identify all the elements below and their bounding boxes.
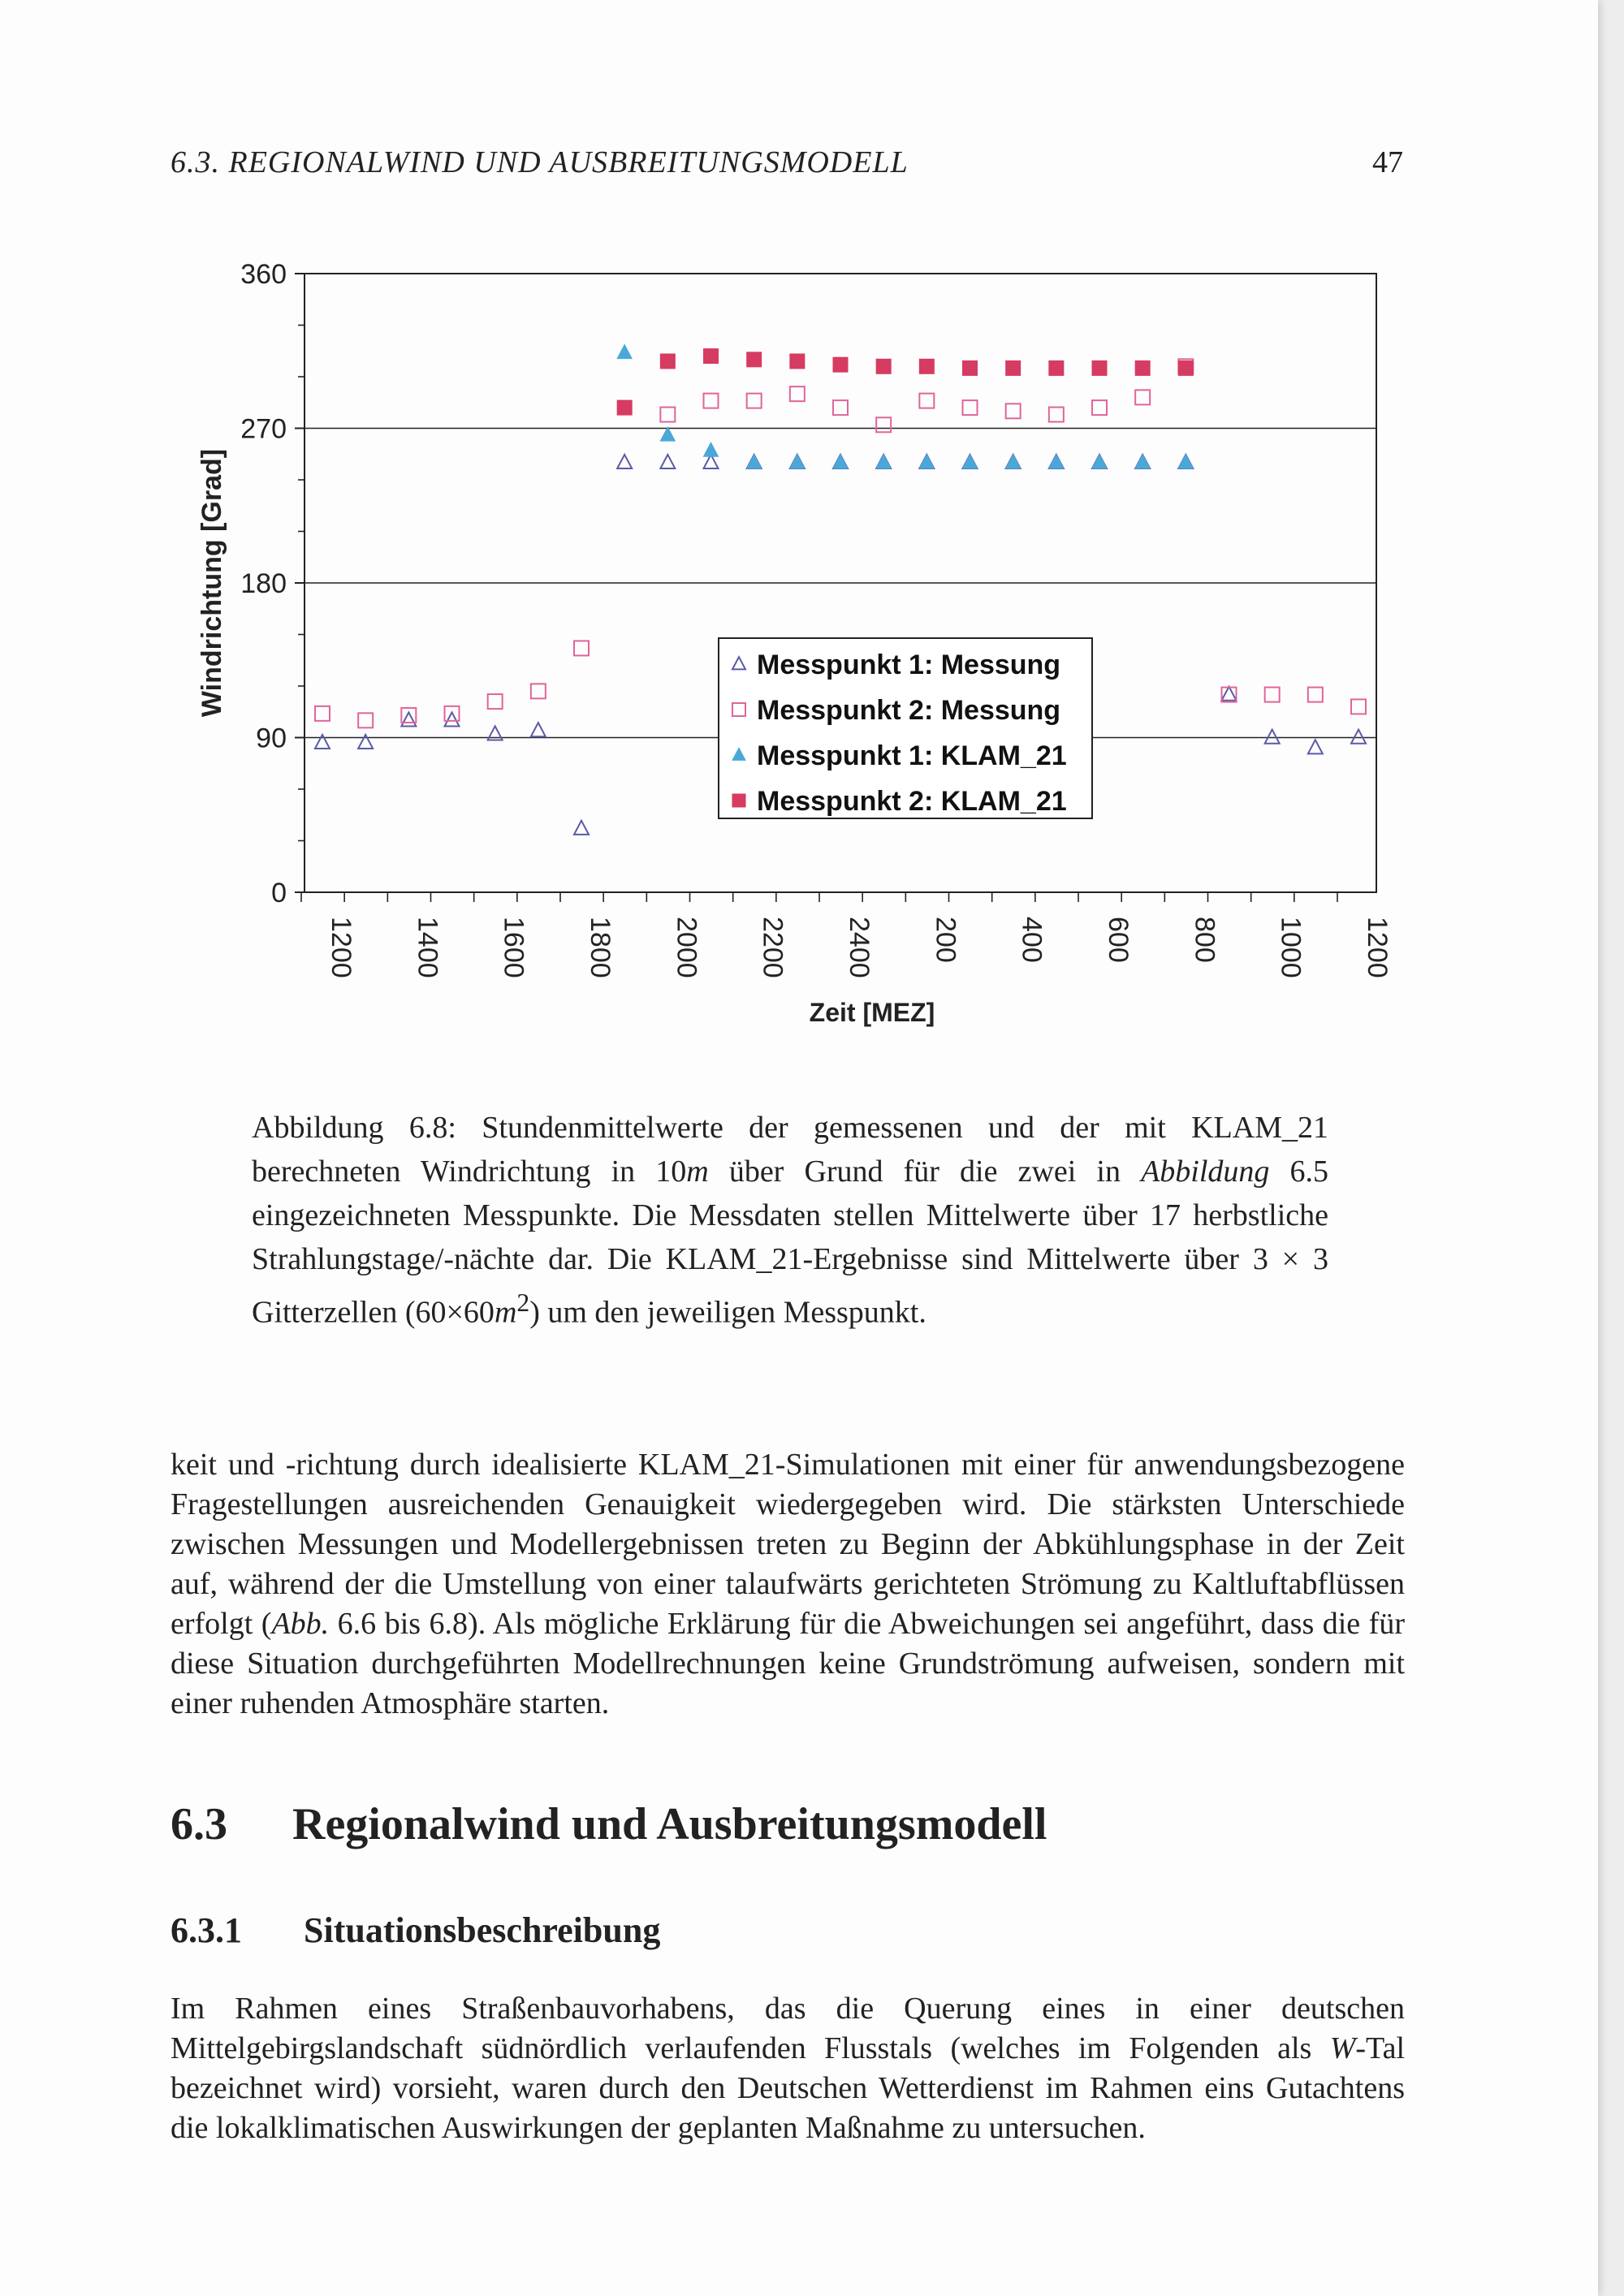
legend (719, 638, 1092, 818)
section-number: 6.3 (171, 1799, 227, 1849)
data-point-square-open (315, 706, 330, 721)
data-point-triangle-filled (833, 455, 848, 468)
x-tick-label: 1000 (1275, 917, 1307, 978)
x-tick-label: 800 (1189, 917, 1220, 963)
data-point-triangle-filled (660, 427, 675, 441)
data-point-triangle-open (445, 712, 460, 726)
legend-marker-square-filled (732, 794, 745, 807)
data-point-square-filled (1178, 360, 1193, 375)
data-point-square-open (747, 394, 762, 408)
data-point-triangle-open (1308, 740, 1323, 753)
section-title: Regionalwind und Ausbreitungsmodell (292, 1799, 1047, 1849)
x-axis-label: Zeit [MEZ] (809, 998, 935, 1027)
caption-figure-ref: Abbildung (1141, 1154, 1270, 1189)
data-point-triangle-open (617, 455, 632, 468)
y-tick-label: 270 (240, 413, 287, 445)
data-point-triangle-filled (704, 442, 719, 456)
data-point-triangle-filled (747, 455, 762, 468)
data-point-triangle-filled (1135, 455, 1150, 468)
data-point-triangle-open (660, 455, 675, 468)
data-point-triangle-open (1265, 730, 1280, 744)
legend-label: Messpunkt 2: Messung (757, 695, 1061, 726)
data-point-square-open (833, 400, 848, 415)
data-point-square-filled (1049, 360, 1064, 375)
x-tick-label: 1200 (326, 917, 356, 978)
data-point-square-open (574, 641, 589, 655)
data-point-square-open (790, 386, 805, 401)
data-point-square-filled (876, 359, 891, 373)
intro-paragraph-text-2: -Tal bezeichnet wird) vorsieht, waren durch den Deutschen Wetterdienst im Rahmen eins Gutachtens die lokalklimatischen Auswirkungen der geplanten Maßnahme zu untersuchen. (171, 2031, 1405, 2145)
data-point-triangle-filled (617, 344, 632, 358)
data-point-triangle-filled (1006, 455, 1021, 468)
data-point-square-open (963, 400, 978, 415)
y-axis-label: Windrichtung [Grad] (197, 448, 227, 718)
caption-text-4: ) um den jeweiligen Messpunkt. (529, 1295, 926, 1330)
data-point-triangle-filled (1178, 455, 1193, 468)
x-tick-label: 2400 (844, 917, 875, 978)
x-tick-label: 1400 (412, 917, 443, 978)
data-point-square-open (1135, 390, 1150, 404)
data-point-square-open (531, 684, 546, 698)
data-point-triangle-open (358, 735, 373, 749)
data-point-square-open (488, 694, 503, 709)
data-point-square-open (704, 394, 719, 408)
data-point-square-filled (963, 360, 978, 375)
data-point-triangle-open (531, 723, 546, 736)
data-point-square-filled (660, 354, 675, 369)
subsection-heading (171, 1910, 660, 1951)
data-point-square-filled (617, 400, 632, 415)
legend-label: Messpunkt 1: Messung (757, 650, 1061, 680)
data-point-square-open (1006, 404, 1021, 418)
data-point-triangle-filled (790, 455, 805, 468)
running-head: 6.3. REGIONALWIND UND AUSBREITUNGSMODELL (171, 145, 909, 179)
caption-text-3: 6.5 eingezeichneten Messpunkte. Die Messdaten stellen Mittelwerte über 17 herbstliche Strahlungstage/-nächte dar. Die KLAM_21-Ergebnisse sind Mittelwerte über 3 × 3 Gitterzellen (60×60 (252, 1154, 1329, 1330)
body-paragraph-text-2: 6.6 bis 6.8). Als mögliche Erklärung für die Abweichungen sei angeführt, dass die für diese Situation durchgeführten Modellrechnungen keine Grundströmung aufweisen, sondern mit einer ruhenden Atmosphäre starten. (171, 1607, 1405, 1720)
data-point-square-open (1092, 400, 1107, 415)
data-point-square-open (1049, 408, 1064, 422)
data-point-square-filled (704, 349, 719, 364)
data-point-square-filled (919, 359, 934, 373)
data-point-triangle-open (1351, 730, 1366, 744)
wind-direction-chart (171, 256, 1393, 1051)
data-point-square-open (919, 394, 934, 408)
caption-unit-m2: m (494, 1295, 517, 1330)
data-point-triangle-filled (963, 455, 978, 468)
x-tick-label: 2200 (757, 917, 788, 978)
data-point-square-open (660, 408, 675, 422)
data-point-square-filled (1092, 360, 1107, 375)
data-point-square-open (1265, 688, 1280, 702)
x-tick-label: 600 (1103, 917, 1134, 963)
x-tick-label: 400 (1016, 917, 1047, 963)
section-heading (171, 1798, 1047, 1850)
data-point-square-filled (790, 354, 805, 369)
y-tick-label: 180 (240, 568, 287, 599)
data-point-square-filled (833, 357, 848, 372)
body-paragraph-figure-ref: Abb. (271, 1607, 330, 1641)
legend-label: Messpunkt 1: KLAM_21 (757, 740, 1067, 771)
caption-unit-m: m (686, 1154, 709, 1189)
data-point-square-open (1351, 699, 1366, 714)
subsection-number: 6.3.1 (171, 1910, 242, 1950)
data-point-square-filled (1006, 360, 1021, 375)
x-tick-label: 2000 (671, 917, 702, 978)
data-point-square-open (358, 713, 373, 727)
data-point-triangle-open (574, 821, 589, 835)
page-number: 47 (1372, 145, 1403, 179)
data-point-triangle-filled (876, 455, 891, 468)
intro-paragraph-text-1: Im Rahmen eines Straßenbauvorhabens, das die Querung eines in einer deutschen Mittelgebirgslandschaft südnördlich verlaufenden Flusstals (welches im Folgenden als (171, 1992, 1405, 2065)
caption-superscript: 2 (516, 1288, 530, 1317)
data-point-square-filled (1135, 360, 1150, 375)
caption-label: Abbildung 6.8: (252, 1111, 456, 1145)
data-point-triangle-filled (1049, 455, 1064, 468)
body-paragraph (171, 1445, 1405, 1724)
x-tick-label: 200 (930, 917, 961, 963)
data-point-triangle-filled (1092, 455, 1107, 468)
data-point-triangle-open (1222, 687, 1237, 701)
figure-caption (252, 1106, 1328, 1335)
data-point-triangle-open (315, 735, 330, 749)
legend-label: Messpunkt 2: KLAM_21 (757, 786, 1067, 817)
subsection-title: Situationsbeschreibung (304, 1910, 661, 1950)
data-point-triangle-filled (919, 455, 934, 468)
y-tick-label: 90 (256, 723, 287, 754)
caption-text-1: Stundenmittelwerte der gemessenen und der mit KLAM_21 berechneten Windrichtung in 10 (252, 1111, 1328, 1189)
data-point-square-open (1308, 688, 1323, 702)
intro-paragraph (171, 1989, 1405, 2148)
y-tick-label: 0 (271, 878, 287, 908)
data-point-square-filled (747, 352, 762, 367)
caption-text-2: über Grund für die zwei in (708, 1154, 1142, 1189)
data-point-square-open (876, 417, 891, 432)
intro-paragraph-valley-letter: W (1329, 2031, 1356, 2065)
x-tick-label: 1600 (498, 917, 529, 978)
x-tick-label: 1200 (1362, 917, 1393, 978)
body-paragraph-text-1: keit und -richtung durch idealisierte KLAM_21-Simulationen mit einer für anwendungsbezogene Fragestellungen ausreichenden Genauigkeit wiedergegeben wird. Die stärksten Unterschiede zwischen Messungen und Modellergebnissen treten zu Beginn der Abkühlungsphase in der Zeit auf, während der die Umstellung von einer talaufwärts gerichteten Strömung zu Kaltluftabflüssen erfolgt ( (171, 1448, 1405, 1641)
data-point-triangle-open (401, 712, 416, 726)
y-tick-label: 360 (240, 259, 287, 290)
x-tick-label: 1800 (585, 917, 615, 978)
